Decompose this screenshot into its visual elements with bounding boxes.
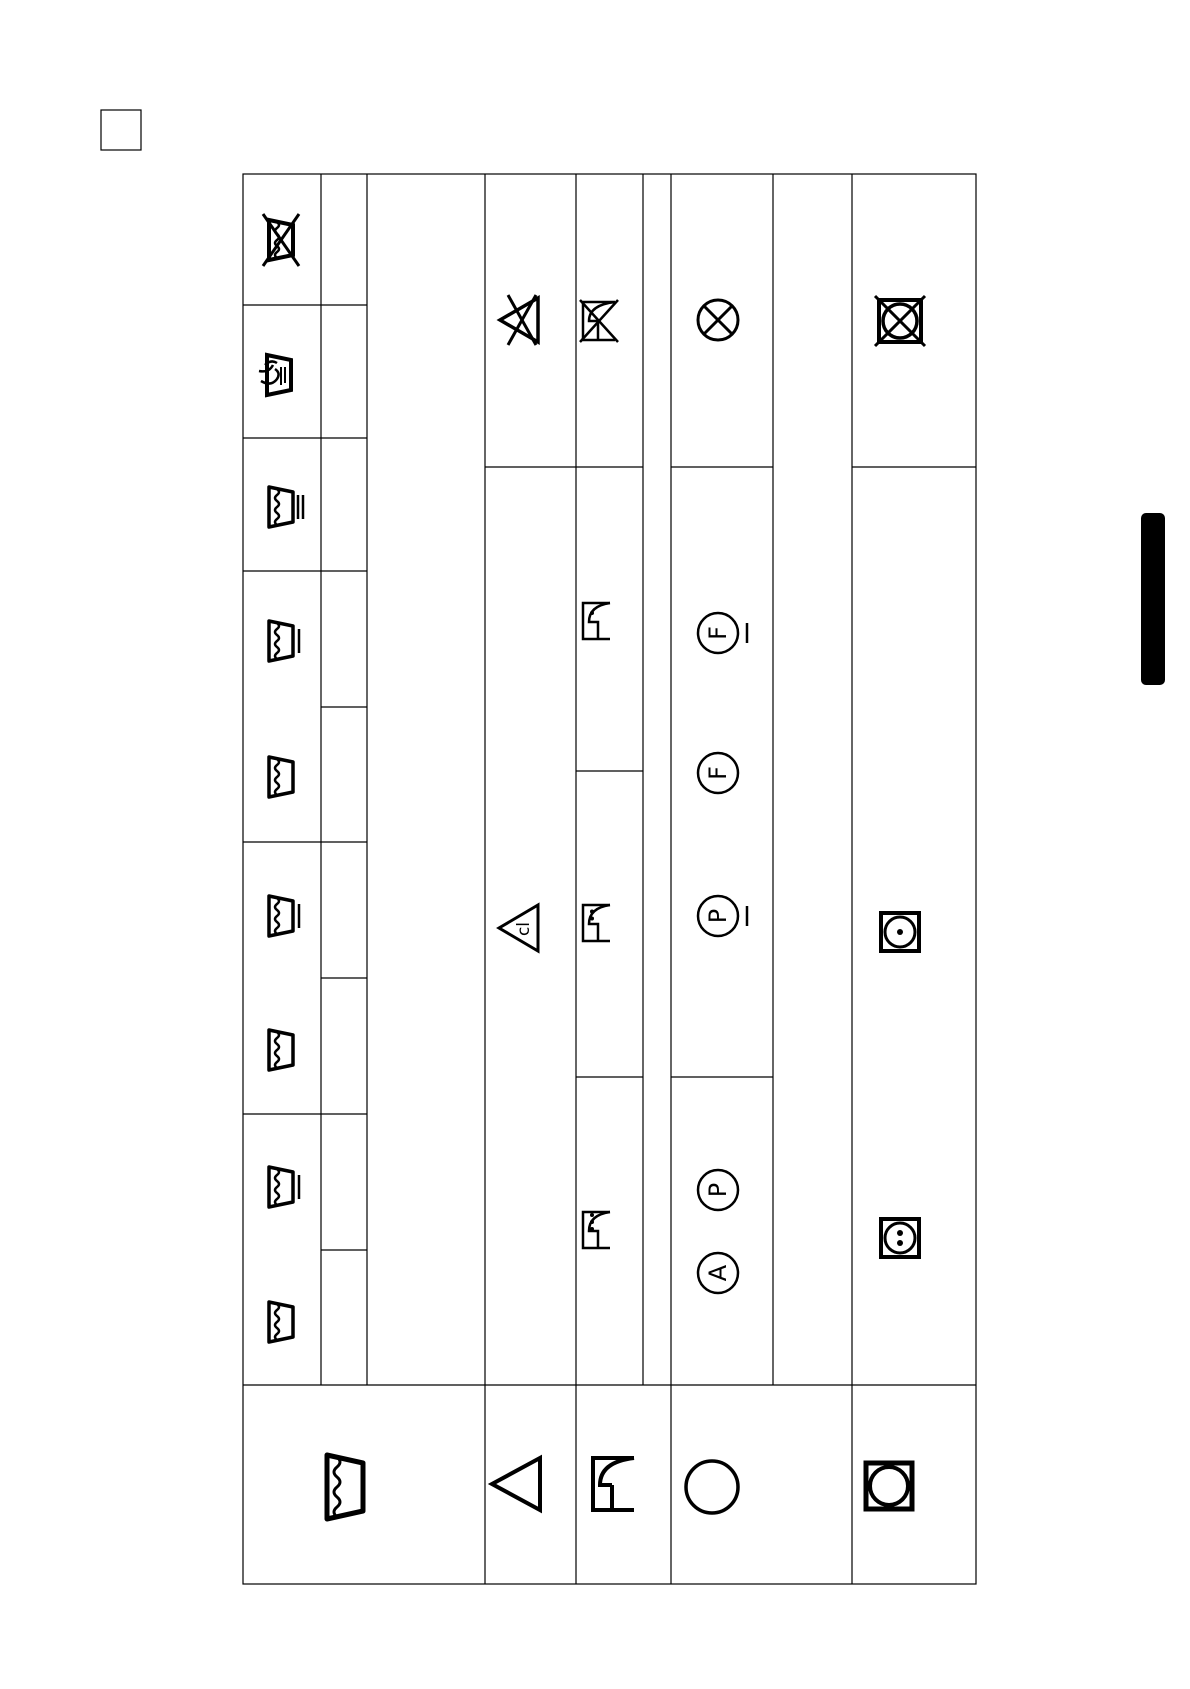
circle-icon: [686, 1461, 738, 1513]
hand-wash-icon: [259, 355, 291, 395]
wash-tub-icon: [269, 1302, 293, 1342]
side-tab: [1141, 513, 1165, 685]
table-border: [243, 174, 976, 1584]
wash-tub-one-bar-icon: [269, 896, 299, 936]
dry-clean-f-bar-label: F: [704, 626, 732, 640]
tumble-dry-icon: [866, 1463, 912, 1509]
do-not-dry-clean-icon: [698, 300, 738, 340]
wash-tub-one-bar-icon: [269, 621, 299, 661]
wash-tub-icon: [269, 1030, 293, 1070]
care-symbols-table: [243, 174, 976, 1584]
triangle-icon: [492, 1458, 540, 1510]
washing-symbols: [269, 487, 303, 1342]
dry-clean-p-bar-label: P: [704, 908, 732, 924]
tumble-dry-two-dots-icon: [881, 1219, 919, 1257]
corner-box[interactable]: [101, 110, 141, 150]
iron-three-dots-icon: [583, 1212, 610, 1248]
wash-tub-two-bar-icon: [269, 487, 303, 527]
do-not-iron-icon: [580, 300, 618, 342]
do-not-tumble-dry-icon: [875, 296, 925, 346]
iron-icon: [593, 1458, 634, 1510]
do-not-wash-icon: [263, 214, 299, 266]
wash-tub-one-bar-icon: [269, 1167, 299, 1207]
iron-one-dot-icon: [583, 603, 610, 639]
chlorine-bleach-icon: [499, 905, 538, 951]
wash-tub-icon: [327, 1455, 363, 1519]
dry-clean-p-label: P: [704, 1182, 732, 1198]
wash-tub-icon: [269, 757, 293, 797]
tumble-dry-one-dot-icon: [881, 913, 919, 951]
iron-two-dots-icon: [583, 905, 610, 941]
do-not-bleach-icon: [500, 295, 538, 345]
ironing-symbols: [583, 603, 610, 1248]
dry-clean-f-label: F: [704, 766, 732, 780]
dry-clean-a-label: A: [704, 1264, 732, 1282]
chlorine-label: cl: [514, 921, 534, 937]
dry-cleaning-symbols: [698, 613, 747, 1293]
